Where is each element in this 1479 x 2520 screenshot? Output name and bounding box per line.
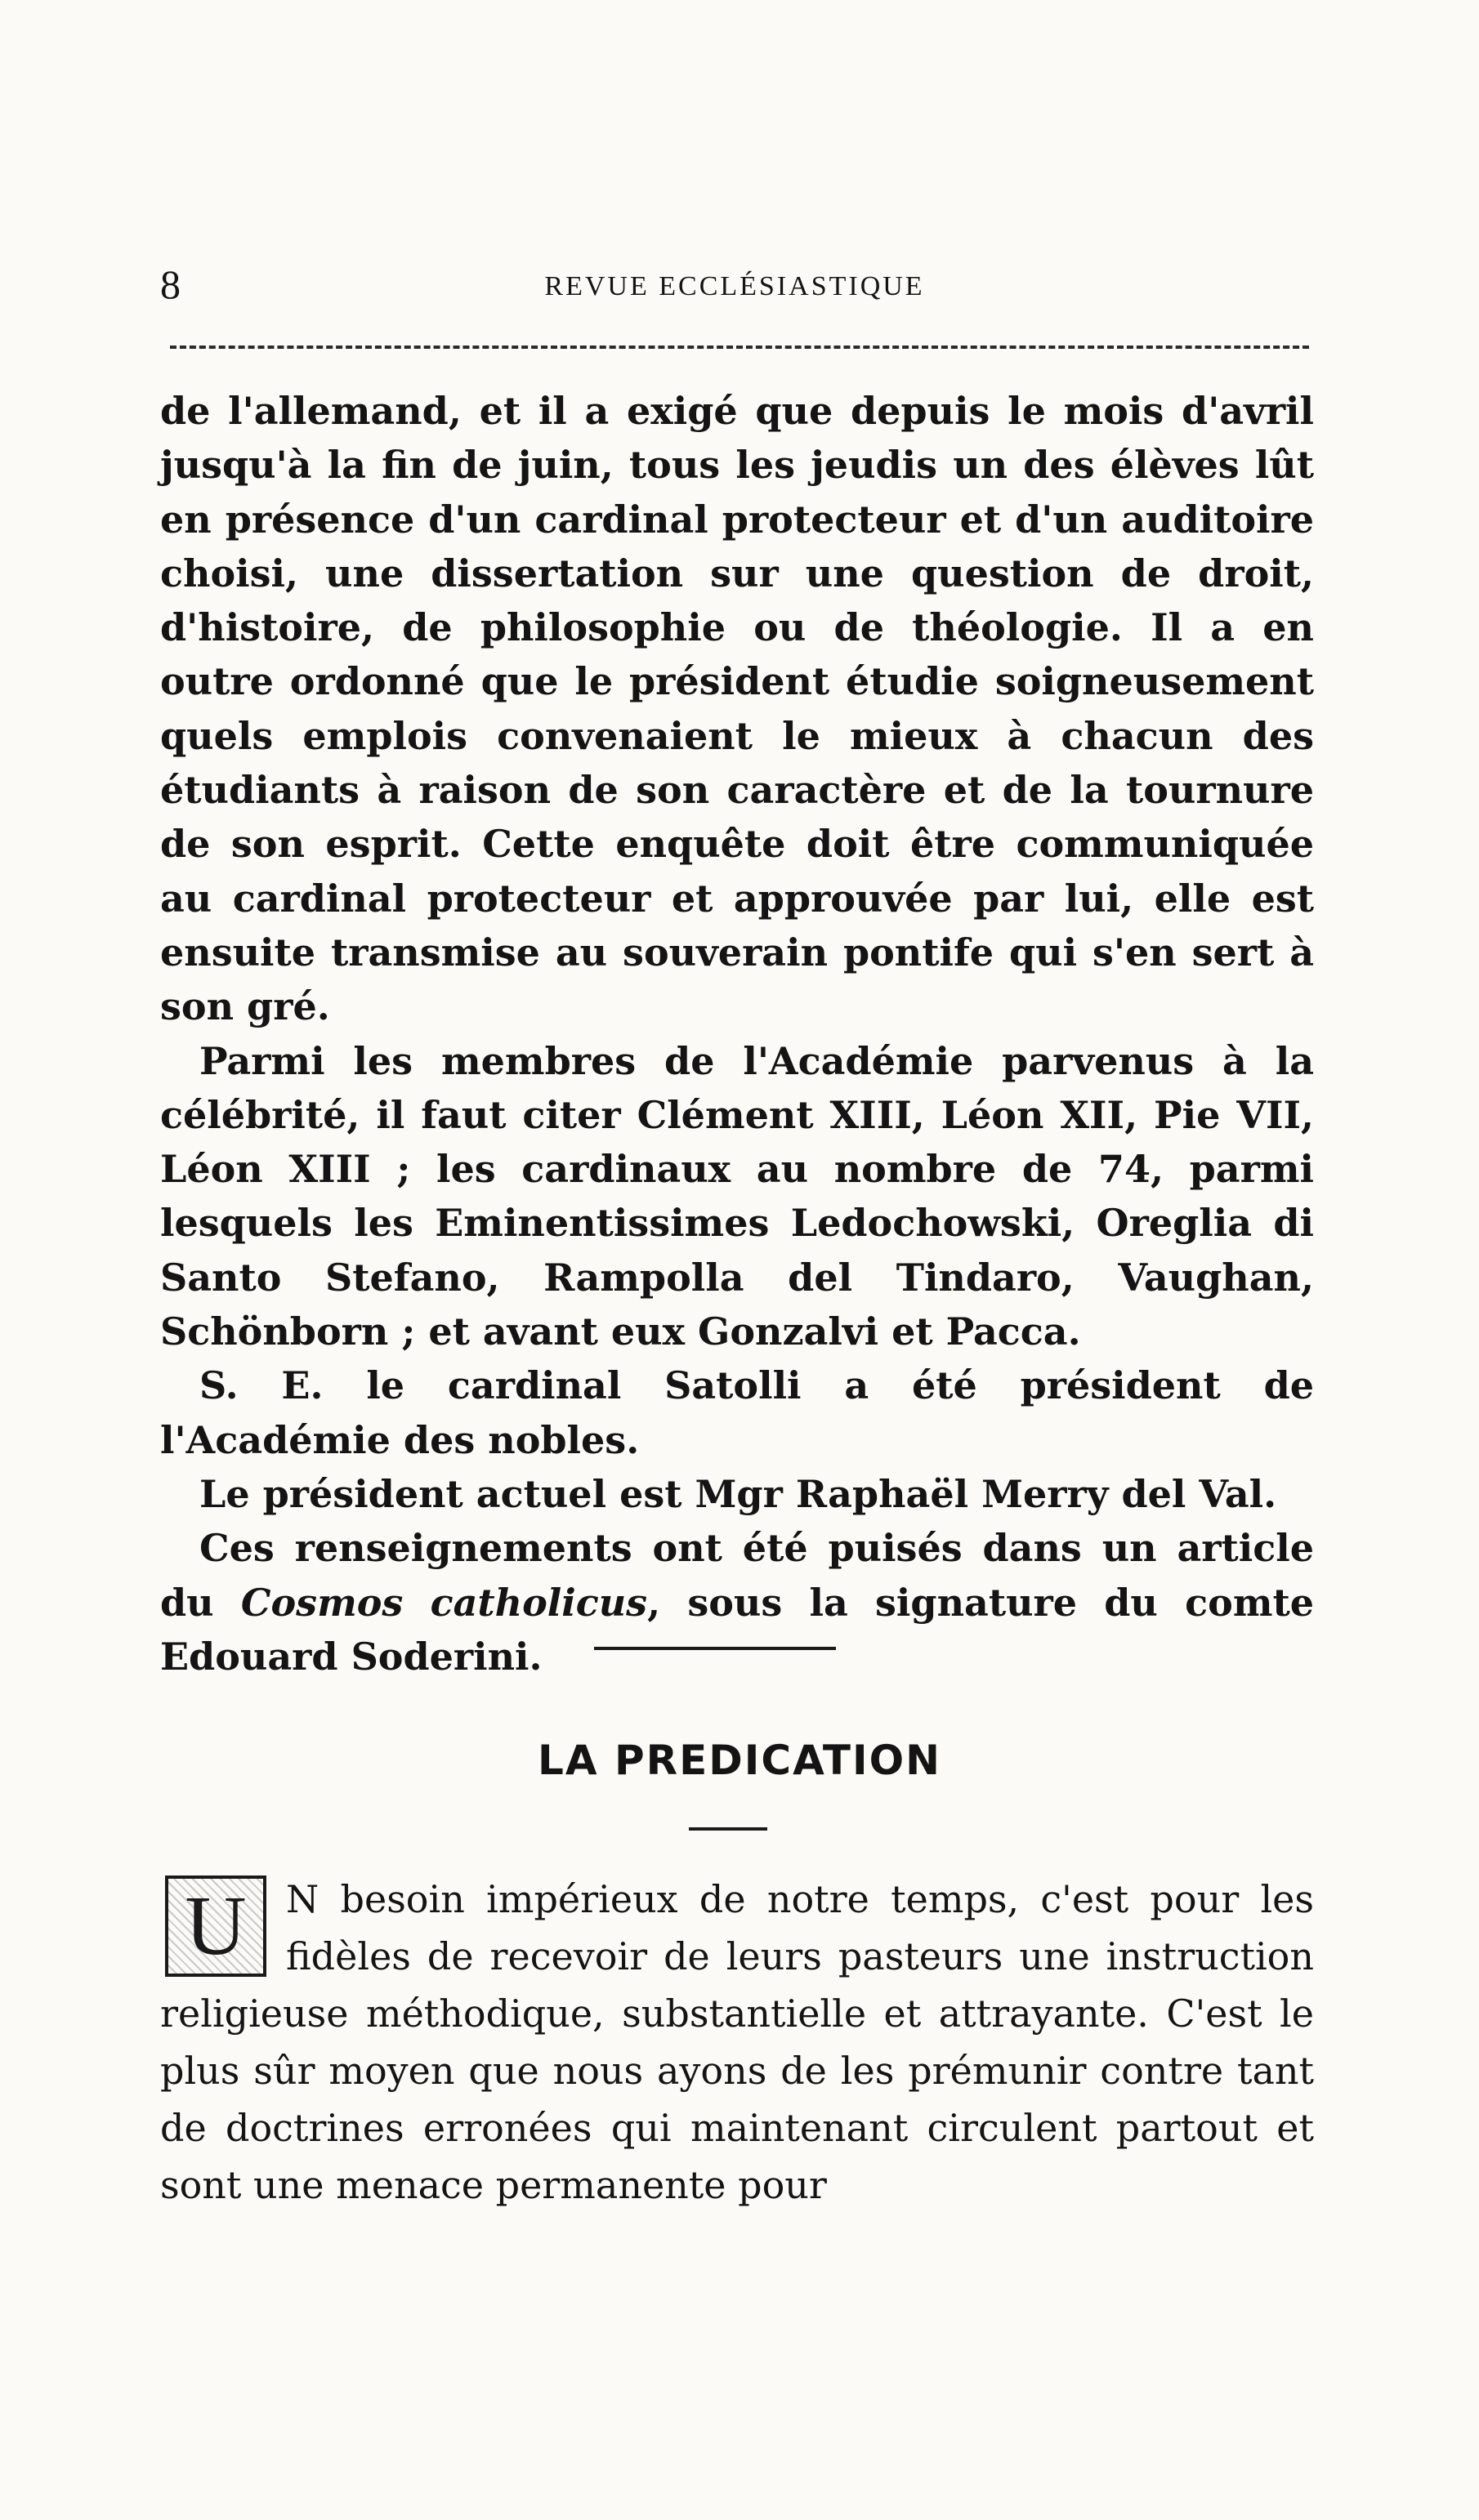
section-paragraph: N besoin impérieux de notre temps, c'est pour les fidèles de recevoir de leurs pasteurs une instruction religieuse méthodique, substantielle et attrayante. C'est le plus sûr moyen que nous ayons de les prémunir contre tant de doctrines erronées qui maintenant circulent partout et sont une menace permanente pour: [160, 1877, 1314, 2207]
drop-cap-letter: U: [185, 1879, 247, 1973]
running-title: REVUE ECCLÉSIASTIQUE: [544, 271, 925, 301]
section-title: LA PREDICATION: [538, 1737, 941, 1784]
paragraph-4: Le président actuel est Mgr Raphaël Merry del Val.: [199, 1471, 1277, 1516]
section-body: [160, 1871, 1314, 2214]
drop-cap-ornament: [165, 1876, 266, 1977]
section-divider: [594, 1647, 836, 1650]
article-continuation: [160, 384, 1314, 1684]
paragraph-2: Parmi les membres de l'Académie parvenus à la célébrité, il faut citer Clément XIII, Léon XII, Pie VII, Léon XIII ; les cardinaux au nombre de 74, parmi lesquels les Eminentissimes Ledochowski, Oreglia di Santo Stefano, Rampolla del Tindaro, Vaughan, Schönborn ; et avant eux Gonzalvi et Pacca.: [160, 1038, 1314, 1354]
publication-title: Cosmos catholicus: [240, 1580, 648, 1625]
paragraph-5: [160, 1521, 1314, 1684]
paragraph-5-end: , sous la signature du comte Edouard Soderini.: [160, 1580, 1315, 1679]
title-underline: [689, 1827, 767, 1831]
paragraph-5-text: Ces renseignements ont été puisés dans un article du: [160, 1526, 1314, 1625]
paragraph-3: S. E. le cardinal Satolli a été président de l'Académie des nobles.: [160, 1363, 1314, 1462]
paragraph-1: de l'allemand, et il a exigé que depuis le mois d'avril jusqu'à la fin de juin, tous les jeudis un des élèves lût en présence d'un cardinal protecteur et d'un auditoire choisi, une dissertation sur une question de droit, d'histoire, de philosophie ou de théologie. Il a en outre ordonné que le président étudie soigneusement quels emplois convenaient le mieux à chacun des étudiants à raison de son caractère et de la tournure de son esprit. Cette enquête doit être communiquée au cardinal protecteur et approuvée par lui, elle est ensuite transmise au souverain pontife qui s'en sert à son gré.: [160, 389, 1314, 1029]
page-header: [160, 260, 1309, 309]
header-divider: [170, 346, 1309, 349]
page-number: 8: [160, 261, 181, 307]
